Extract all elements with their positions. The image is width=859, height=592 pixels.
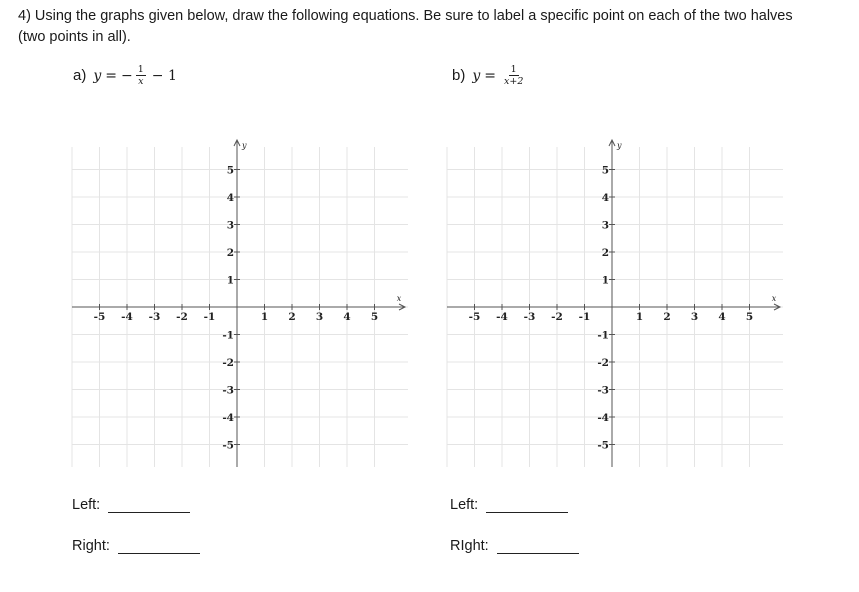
- answer-b-right: [450, 538, 579, 554]
- answer-a-right: [72, 538, 200, 554]
- equation-a-fraction: [136, 64, 146, 87]
- equation-b-denominator: x+2: [504, 76, 524, 87]
- equation-a: [73, 64, 181, 87]
- answer-a-right-label: Right:: [72, 538, 110, 554]
- grid-b-x-tick-label: 1: [635, 311, 644, 323]
- grid-a-x-tick-label: 5: [370, 311, 379, 323]
- grid-b-y-tick-label: 1: [601, 274, 609, 287]
- grid-b-x-tick-label: -4: [496, 311, 508, 323]
- grid-b-y-tick-label: 5: [601, 164, 609, 177]
- coordinate-grid-b[interactable]: [445, 135, 785, 475]
- grid-b-x-axis-name: x: [771, 294, 777, 303]
- grid-a-x-tick-label: -4: [121, 311, 133, 323]
- grid-b-x-tick-label: -3: [523, 311, 536, 323]
- grid-b-y-tick-label: -2: [597, 357, 609, 369]
- grid-a-y-tick-label: 2: [226, 247, 234, 259]
- grid-a-x-tick-label: -2: [176, 311, 188, 323]
- grid-a-x-tick-label: -3: [148, 311, 161, 323]
- grid-a-x-tick-label: -1: [203, 311, 216, 323]
- equation-b-equals: =: [484, 67, 496, 84]
- grid-a-x-tick-label: 1: [260, 311, 269, 323]
- grid-a-y-tick-label: -2: [222, 357, 234, 369]
- grid-a-y-tick-label: -3: [222, 384, 234, 397]
- grid-b-x-tick-label: 4: [718, 311, 726, 323]
- grid-b-svg: [445, 135, 785, 475]
- grid-a-x-tick-label: 4: [343, 311, 351, 323]
- grid-b-x-tick-label: 3: [690, 311, 699, 323]
- grid-a-y-tick-label: -5: [222, 439, 234, 452]
- grid-b-y-tick-label: -4: [597, 412, 609, 424]
- equation-a-numerator: 1: [137, 64, 144, 75]
- answer-a-left-label: Left:: [72, 497, 101, 513]
- equation-a-sign: −: [121, 67, 133, 84]
- equation-b-math: [472, 64, 527, 87]
- grid-b-y-tick-label: -5: [597, 439, 609, 452]
- equation-a-denominator: x: [138, 76, 144, 87]
- equation-a-equals: =: [105, 67, 117, 84]
- grid-a-y-tick-label: 5: [226, 164, 234, 177]
- equation-a-tail: − 1: [151, 67, 177, 84]
- equation-b-fraction: [502, 64, 525, 87]
- answer-b-right-label: RIght:: [450, 538, 489, 554]
- grid-b-x-tick-label: -5: [468, 311, 481, 323]
- grid-b-y-tick-label: 2: [601, 247, 609, 259]
- answer-b-left: [450, 497, 568, 513]
- grid-b-y-tick-label: 3: [601, 219, 609, 232]
- grid-a-y-tick-label: 4: [226, 192, 234, 204]
- answer-b-left-blank[interactable]: [486, 498, 568, 513]
- grid-b-x-tick-label: 2: [663, 311, 671, 323]
- grid-a-y-tick-label: -4: [222, 412, 234, 424]
- grid-b-y-axis-name: y: [617, 141, 622, 150]
- grid-a-svg: [70, 135, 410, 475]
- answer-a-left-blank[interactable]: [108, 498, 190, 513]
- equation-b: [452, 64, 527, 87]
- grid-a-x-tick-label: 2: [288, 311, 296, 323]
- answer-b-right-blank[interactable]: [497, 539, 579, 554]
- problem-instructions: 4) Using the graphs given below, draw the following equations. Be sure to label a specific point on each of the two halves (two points in all).: [18, 8, 793, 45]
- grid-a-x-tick-label: -5: [93, 311, 106, 323]
- grid-a-x-axis-name: x: [396, 294, 402, 303]
- equation-a-tag: a): [73, 67, 87, 84]
- grid-a-x-tick-label: 3: [315, 311, 324, 323]
- grid-a-y-tick-label: -1: [222, 329, 234, 342]
- grid-b-y-tick-label: -1: [597, 329, 609, 342]
- answer-a-left: [72, 497, 190, 513]
- grid-b-y-tick-label: -3: [597, 384, 609, 397]
- equation-a-math: [93, 64, 181, 87]
- grid-b-y-tick-label: 4: [601, 192, 609, 204]
- equation-b-lhs: y: [472, 67, 481, 84]
- equation-b-numerator: 1: [510, 64, 517, 75]
- grid-b-x-tick-label: 5: [745, 311, 754, 323]
- equation-a-lhs: y: [93, 67, 102, 84]
- coordinate-grid-a[interactable]: [70, 135, 410, 475]
- answer-a-right-blank[interactable]: [118, 539, 200, 554]
- grid-a-y-axis-name: y: [242, 141, 247, 150]
- grid-a-y-tick-label: 3: [226, 219, 234, 232]
- grid-b-x-tick-label: -2: [551, 311, 563, 323]
- equation-b-tag: b): [452, 67, 466, 84]
- answer-b-left-label: Left:: [450, 497, 479, 513]
- grid-b-x-tick-label: -1: [578, 311, 591, 323]
- grid-a-y-tick-label: 1: [226, 274, 234, 287]
